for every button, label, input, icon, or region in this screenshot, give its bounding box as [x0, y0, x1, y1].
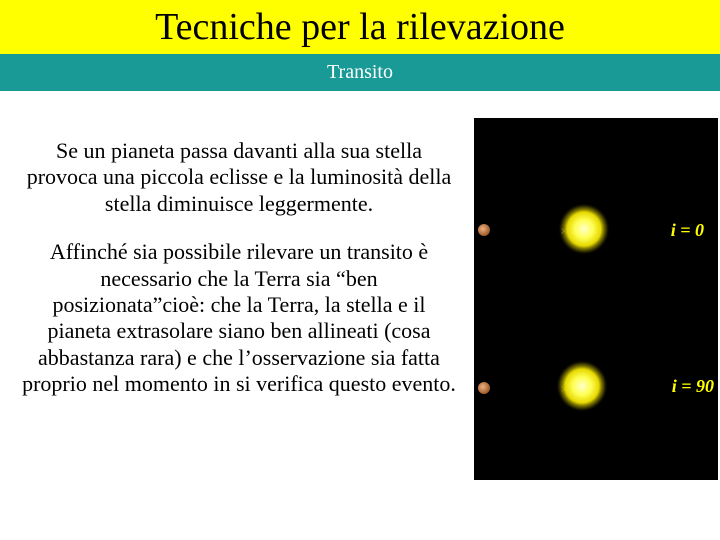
- body-text: [22, 138, 456, 398]
- paragraph-alignment-condition: Affinché sia possibile rilevare un transito è necessario che la Terra sia “ben posizionata”cioè: che la Terra, la stella e il pianeta extrasolare siano ben allineati (cosa abbastanza rara) e che l’osservazione sia fatta proprio nel momento in si verifica questo evento.: [22, 239, 456, 397]
- star-glow: [556, 360, 608, 412]
- transit-animation-svg: [474, 118, 718, 480]
- planet-dot: [478, 382, 490, 394]
- slide-subtitle: Transito: [327, 61, 393, 83]
- inclination-label-0: i = 0: [670, 220, 704, 240]
- title-bar: [0, 0, 720, 54]
- transit-row-inclination-0: [478, 203, 704, 255]
- planet-dot: [478, 224, 490, 236]
- subtitle-bar: [0, 54, 720, 91]
- star-glow: [558, 203, 610, 255]
- paragraph-transit-effect: Se un pianeta passa davanti alla sua stella provoca una piccola eclisse e la luminosità della stella diminuisce leggermente.: [26, 138, 452, 216]
- transit-animation-panel: [474, 118, 718, 480]
- transit-row-inclination-90: [478, 360, 714, 412]
- inclination-label-90: i = 90: [671, 376, 714, 396]
- slide-title: Tecniche per la rilevazione: [155, 6, 565, 48]
